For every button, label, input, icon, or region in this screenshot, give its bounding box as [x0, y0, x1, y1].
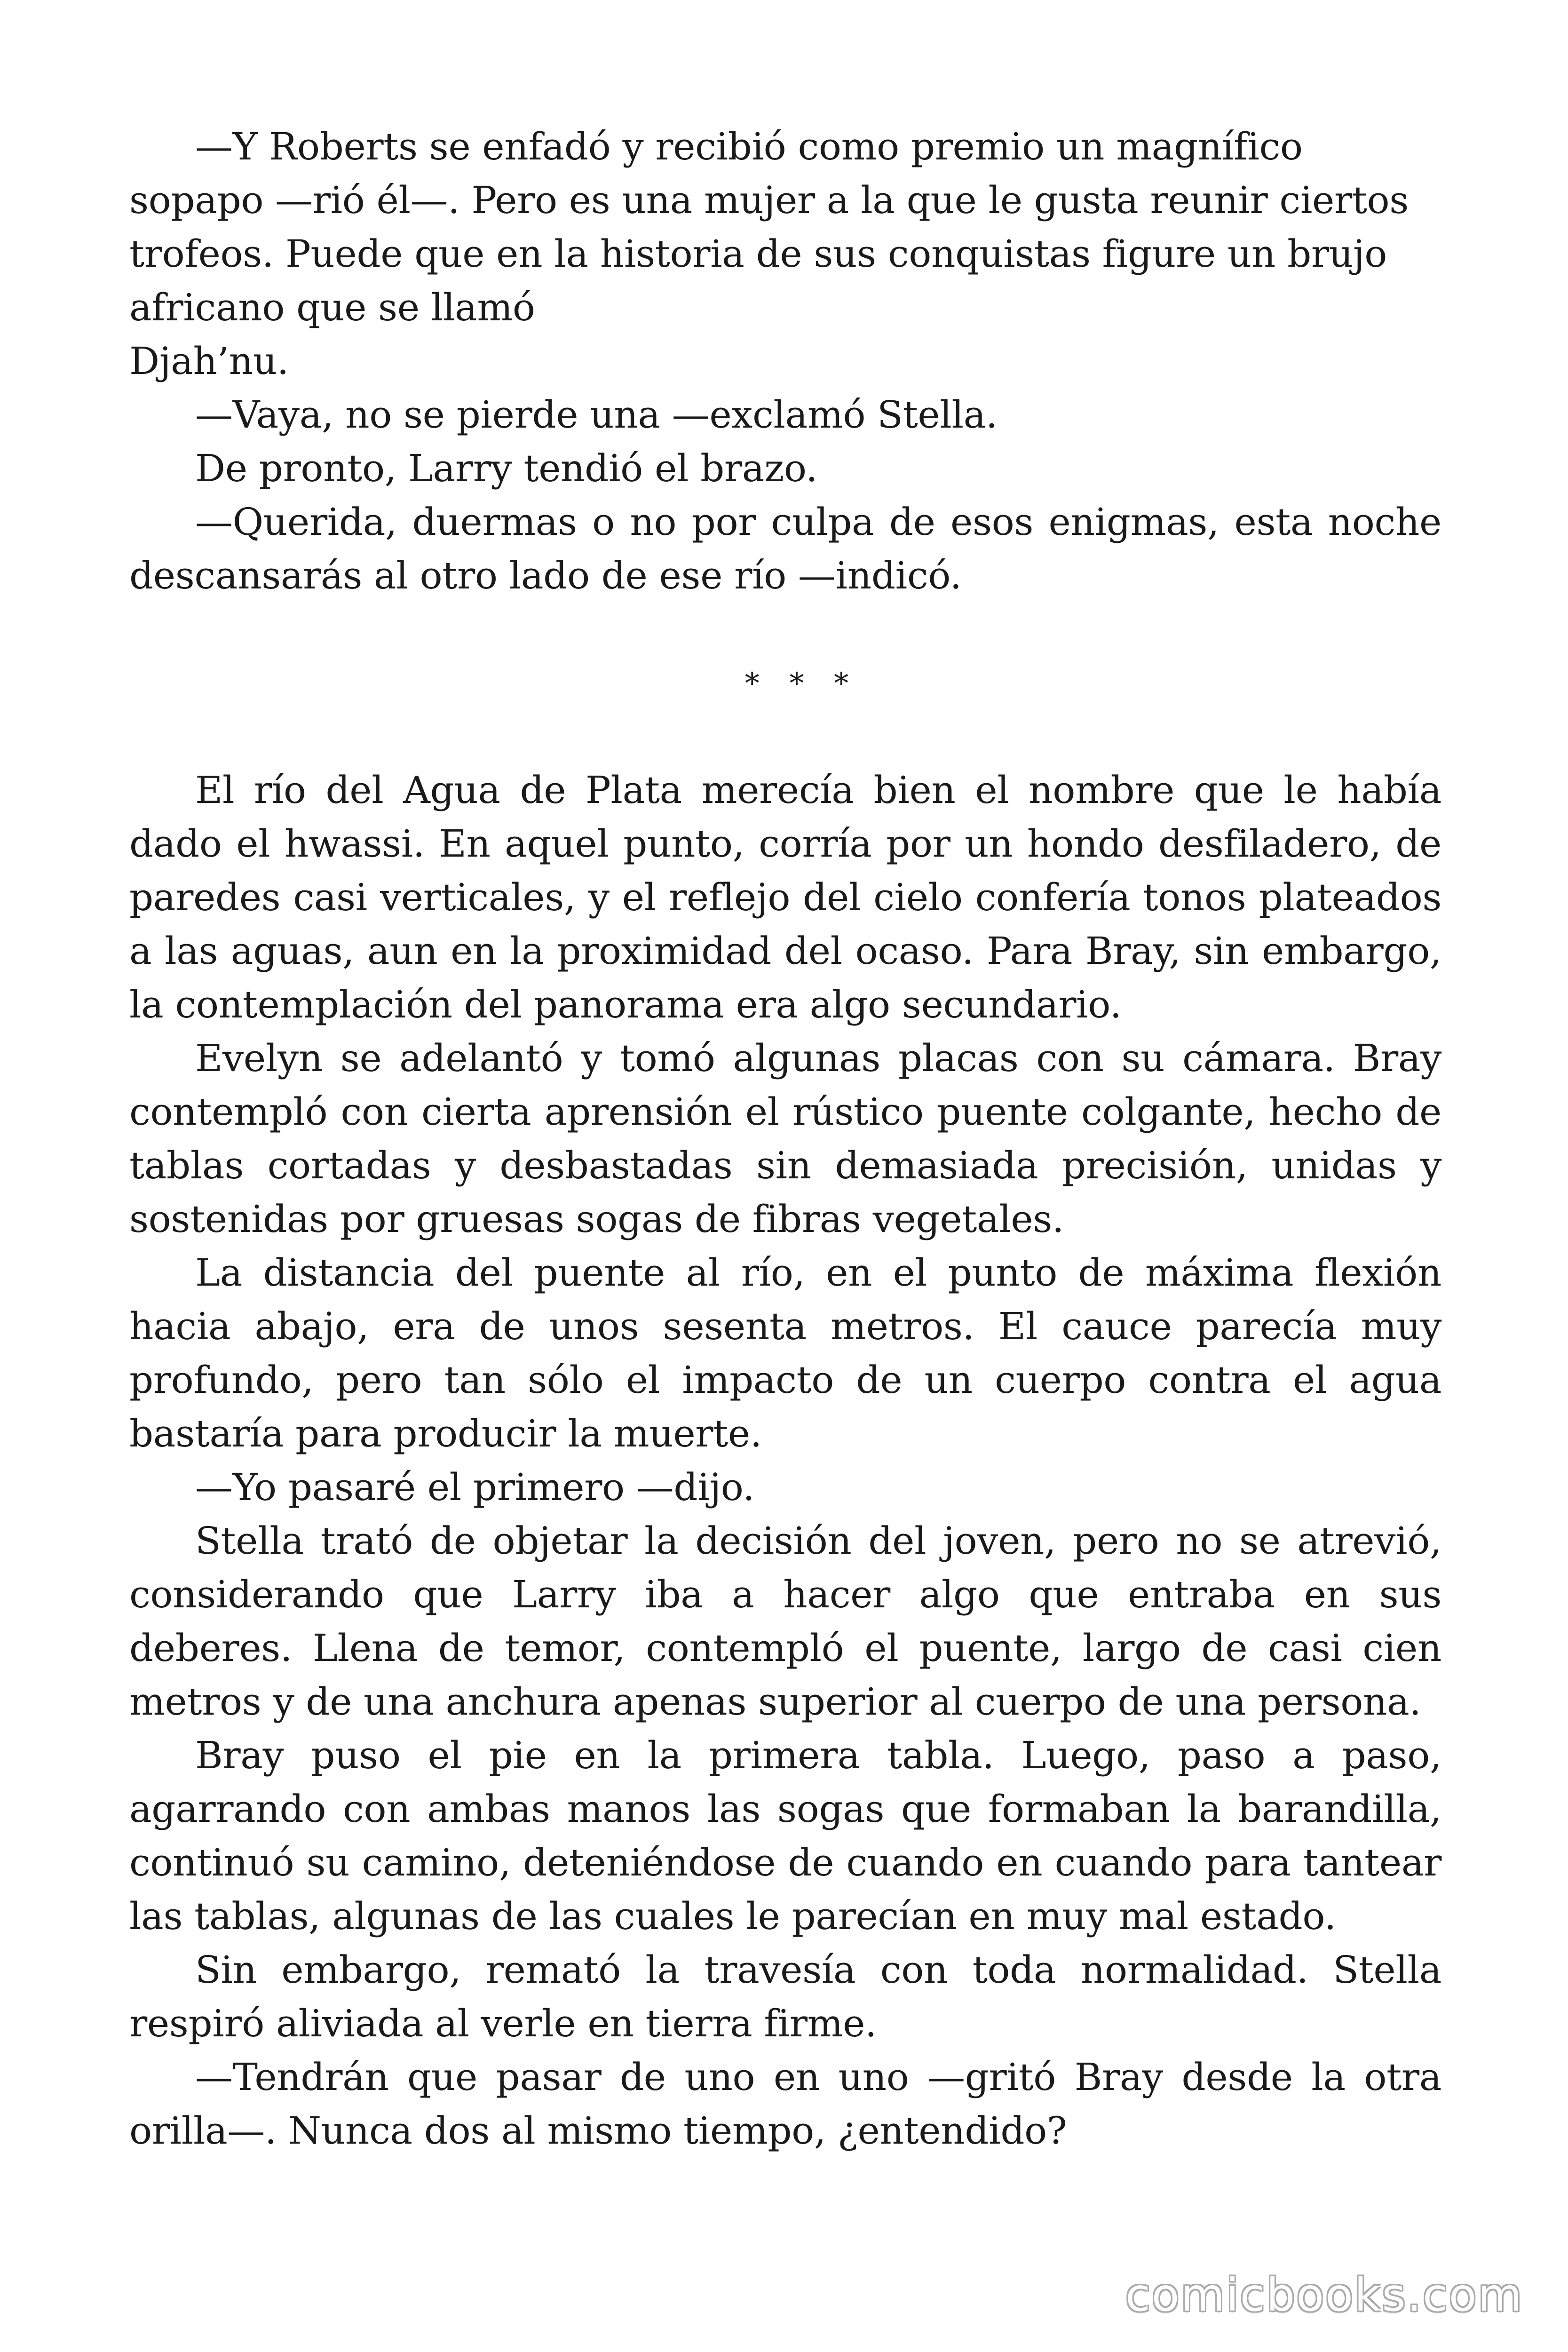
- paragraph: Djah’nu.: [129, 339, 289, 383]
- paragraph: —Vaya, no se pierde una —exclamó Stella.: [195, 393, 998, 437]
- scene-break: * * *: [744, 666, 859, 700]
- paragraph: —Querida, duermas o no por culpa de esos enigmas, esta noche descansarás al otro lado de ese río —indicó.: [129, 500, 1441, 597]
- book-page: [129, 120, 1441, 2158]
- paragraph: —Yo pasaré el primero —dijo.: [195, 1465, 755, 1509]
- paragraph: Bray puso el pie en la primera tabla. Luego, paso a paso, agarrando con ambas manos las sogas que formaban la barandilla, continuó su camino, deteniéndose de cuando en cuando para tantear las tablas, algunas de las cuales le parecían en muy mal estado.: [129, 1733, 1441, 1938]
- paragraph: De pronto, Larry tendió el brazo.: [195, 446, 818, 490]
- paragraph: Sin embargo, remató la travesía con toda normalidad. Stella respiró aliviada al verle en tierra firme.: [129, 1948, 1441, 2045]
- paragraph: La distancia del puente al río, en el punto de máxima flexión hacia abajo, era de unos sesenta metros. El cauce parecía muy profundo, pero tan sólo el impacto de un cuerpo contra el agua bastaría para producir la muerte.: [129, 1251, 1441, 1455]
- paragraph: —Tendrán que pasar de uno en uno —gritó Bray desde la otra orilla—. Nunca dos al mismo tiempo, ¿entendido?: [129, 2055, 1441, 2153]
- watermark: comicbooks.com: [1125, 2269, 1523, 2321]
- paragraph: El río del Agua de Plata merecía bien el nombre que le había dado el hwassi. En aquel punto, corría por un hondo desfiladero, de paredes casi verticales, y el reflejo del cielo confería tonos plateados a las aguas, aun en la proximidad del ocaso. Para Bray, sin embargo, la contemplación del panorama era algo secundario.: [129, 768, 1441, 1026]
- paragraph: Stella trató de objetar la decisión del joven, pero no se atrevió, considerando que Larry iba a hacer algo que entraba en sus deberes. Llena de temor, contempló el puente, largo de casi cien metros y de una anchura apenas superior al cuerpo de una persona.: [129, 1519, 1441, 1724]
- paragraph: —Y Roberts se enfadó y recibió como premio un magnífico sopapo —rió él—. Pero es una mujer a la que le gusta reunir ciertos trofeos. Puede que en la historia de sus conquistas figure un brujo africano que se llamó: [129, 125, 1409, 329]
- paragraph: Evelyn se adelantó y tomó algunas placas con su cámara. Bray contempló con cierta aprensión el rústico puente colgante, hecho de tablas cortadas y desbastadas sin demasiada precisión, unidas y sostenidas por gruesas sogas de fibras vegetales.: [129, 1036, 1441, 1241]
